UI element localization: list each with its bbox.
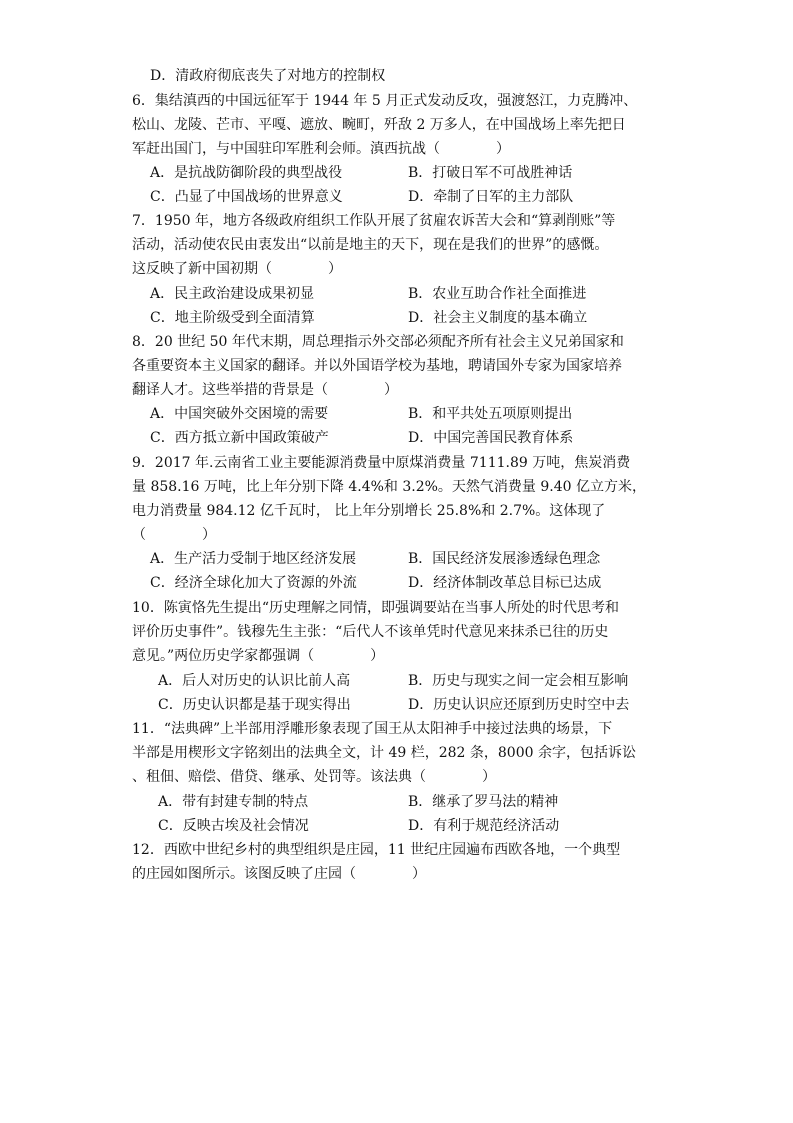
q11-stem-line-3: 、租佃、赔偿、借贷、继承、处罚等。该法典（ ） [132, 769, 496, 785]
q6-option-b: B．打破日军不可战胜神话 [408, 165, 573, 181]
q8-option-d: D．中国完善国民教育体系 [408, 430, 574, 446]
q6-option-c: C．凸显了中国战场的世界意义 [150, 189, 343, 205]
q8-option-b: B．和平共处五项原则提出 [408, 406, 573, 422]
q7-stem-line-2: 活动，活动使农民由衷发出“以前是地主的天下，现在是我们的世界”的感慨。 [132, 237, 609, 253]
q6-option-a: A．是抗战防御阶段的典型战役 [150, 165, 343, 181]
q7-option-a: A．民主政治建设成果初显 [150, 286, 315, 302]
q10-option-a: A．后人对历史的认识比前人高 [158, 673, 351, 689]
q11-option-a: A．带有封建专制的特点 [158, 794, 309, 810]
q6-stem-line-3: 军赶出国门，与中国驻印军胜利会师。滇西抗战（ ） [132, 141, 510, 157]
q9-option-a: A．生产活力受制于地区经济发展 [150, 551, 357, 567]
q11-stem-line-2: 半部是用楔形文字铭刻出的法典全文，计 49 栏，282 条，8000 余字，包括诉讼 [132, 745, 636, 761]
q10-option-d: D．历史认识应还原到历史时空中去 [408, 697, 630, 713]
q10-stem-line-1: 10．陈寅恪先生提出“历史理解之同情，即强调要站在当事人所处的时代思考和 [132, 600, 619, 616]
q8-stem-line-3: 翻译人才。这些举措的背景是（ ） [132, 382, 398, 398]
q8-option-c: C．西方抵立新中国政策破产 [150, 430, 329, 446]
q12-stem-line-2: 的庄园如图所示。该图反映了庄园（ ） [132, 866, 426, 882]
q9-stem-line-3: 电力消费量 984.12 亿千瓦时， 比上年分别增长 25.8%和 2.7%。这体现了 [132, 503, 606, 519]
q11-option-c: C．反映古埃及社会情况 [158, 818, 309, 834]
q7-option-b: B．农业互助合作社全面推进 [408, 286, 587, 302]
q9-option-c: C．经济全球化加大了资源的外流 [150, 575, 357, 591]
q5-option-d: D．清政府彻底丧失了对地方的控制权 [150, 68, 386, 84]
q7-option-d: D．社会主义制度的基本确立 [408, 310, 588, 326]
q11-option-d: D．有利于规范经济活动 [408, 818, 560, 834]
q10-stem-line-2: 评价历史事件”。钱穆先生主张：“后代人不该单凭时代意见来抹杀已往的历史 [132, 624, 609, 640]
q6-option-d: D．牵制了日军的主力部队 [408, 189, 574, 205]
q9-option-b: B．国民经济发展渗透绿色理念 [408, 551, 601, 567]
q9-stem-line-1: 9．2017 年.云南省工业主要能源消费量中原煤消费量 7111.89 万吨，焦炭消费 [132, 455, 631, 471]
q8-stem-line-1: 8．20 世纪 50 年代末期，周总理指示外交部必须配齐所有社会主义兄弟国家和 [132, 334, 624, 350]
q7-stem-line-3: 这反映了新中国初期（ ） [132, 261, 342, 277]
q9-stem-line-4: （ ） [132, 527, 216, 543]
q12-stem-line-1: 12．西欧中世纪乡村的典型组织是庄园，11 世纪庄园遍布西欧各地，一个典型 [132, 842, 621, 858]
q10-option-c: C．历史认识都是基于现实得出 [158, 697, 351, 713]
q7-option-c: C．地主阶级受到全面清算 [150, 310, 315, 326]
q6-stem-line-2: 松山、龙陵、芒市、平嘎、遮放、畹町，歼敌 2 万多人，在中国战场上率先把日 [132, 117, 626, 133]
q6-stem-line-1: 6．集结滇西的中国远征军于 1944 年 5 月正式发动反攻，强渡怒江，力克腾冲、 [132, 93, 638, 109]
q11-stem-line-1: 11．“法典碑”上半部用浮雕形象表现了国王从太阳神手中接过法典的场景，下 [132, 721, 613, 737]
q10-stem-line-3: 意见。”两位历史学家都强调（ ） [132, 648, 385, 664]
q8-stem-line-2: 各重要资本主义国家的翻译。并以外国语学校为基地，聘请国外专家为国家培养 [132, 358, 622, 374]
q11-option-b: B．继承了罗马法的精神 [408, 794, 559, 810]
q7-stem-line-1: 7．1950 年，地方各级政府组织工作队开展了贫雇农诉苦大会和“算剥削账”等 [132, 213, 616, 229]
q8-option-a: A．中国突破外交困境的需要 [150, 406, 329, 422]
q9-option-d: D．经济体制改革总目标已达成 [408, 575, 602, 591]
q10-option-b: B．历史与现实之间一定会相互影响 [408, 673, 629, 689]
q9-stem-line-2: 量 858.16 万吨，比上年分别下降 4.4%和 3.2%。天然气消费量 9.40 亿立方米， [132, 479, 646, 495]
